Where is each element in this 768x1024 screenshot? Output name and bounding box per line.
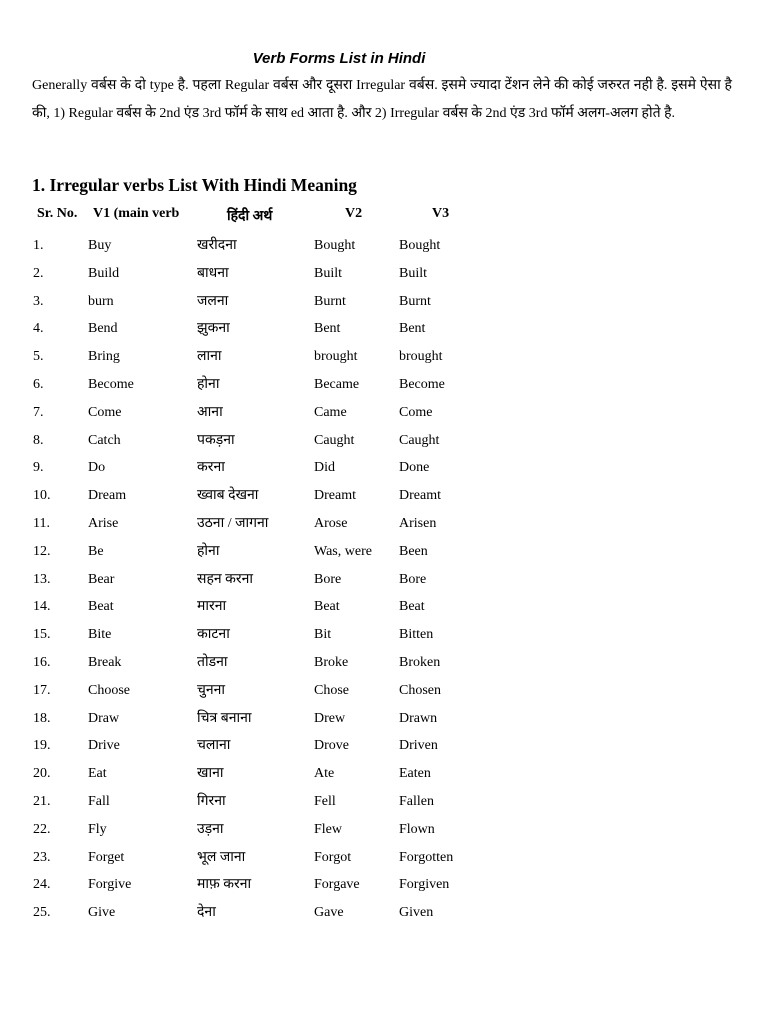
- column-header-v2: V2: [345, 206, 363, 221]
- table-row: [0, 649, 768, 677]
- table-row: [0, 621, 768, 649]
- row-v1: Fall: [88, 793, 110, 809]
- row-v2: Came: [314, 404, 347, 420]
- row-hindi-meaning: उड़ना: [197, 821, 224, 837]
- table-row: [0, 677, 768, 705]
- row-v2: Forgave: [314, 877, 360, 893]
- row-v1: Drive: [88, 738, 120, 754]
- row-sr-no: 24.: [33, 877, 51, 893]
- row-v3: Burnt: [399, 293, 431, 309]
- row-v3: Beat: [399, 599, 425, 615]
- row-v2: Bore: [314, 571, 342, 587]
- row-v2: Was, were: [314, 543, 372, 559]
- row-v2: Fell: [314, 793, 336, 809]
- row-v3: brought: [399, 349, 443, 365]
- row-v3: Given: [399, 905, 434, 921]
- row-hindi-meaning: मारना: [197, 599, 227, 615]
- row-v2: Gave: [314, 905, 344, 921]
- table-row: [0, 343, 768, 371]
- row-sr-no: 1.: [33, 238, 44, 253]
- row-v3: Been: [399, 543, 428, 559]
- row-v3: Bent: [399, 321, 426, 337]
- row-hindi-meaning: भूल जाना: [197, 849, 246, 865]
- row-hindi-meaning: बाधना: [197, 265, 229, 281]
- row-v1: Come: [88, 404, 122, 420]
- row-v3: Built: [399, 265, 428, 281]
- row-v1: Give: [88, 905, 116, 921]
- row-v2: Did: [314, 460, 335, 476]
- row-v2: Ate: [314, 766, 335, 782]
- row-v2: Dreamt: [314, 488, 356, 504]
- row-hindi-meaning: देना: [197, 905, 216, 921]
- column-header-v1: V1 (main verb: [93, 206, 180, 221]
- row-v3: Chosen: [399, 682, 441, 698]
- row-sr-no: 14.: [33, 599, 51, 615]
- table-row: [0, 566, 768, 594]
- row-v3: Caught: [399, 432, 440, 448]
- row-v1: Bear: [88, 571, 115, 587]
- table-row: [0, 788, 768, 816]
- table-row: [0, 844, 768, 872]
- row-v1: Buy: [88, 238, 112, 253]
- row-hindi-meaning: खरीदना: [197, 238, 237, 253]
- row-v2: Drove: [314, 738, 349, 754]
- row-sr-no: 6.: [33, 376, 44, 392]
- table-row: [0, 260, 768, 288]
- row-sr-no: 10.: [33, 488, 51, 504]
- row-v1: Forgive: [88, 877, 132, 893]
- row-sr-no: 4.: [33, 321, 44, 337]
- row-hindi-meaning: खाना: [197, 766, 224, 782]
- row-hindi-meaning: चित्र बनाना: [197, 710, 252, 726]
- row-hindi-meaning: चलाना: [197, 738, 231, 754]
- table-row: [0, 315, 768, 343]
- row-v1: Do: [88, 460, 106, 476]
- row-hindi-meaning: झुकना: [197, 321, 230, 337]
- page-title: Verb Forms List in Hindi: [252, 50, 426, 67]
- row-sr-no: 17.: [33, 682, 51, 698]
- verb-table-body: [0, 232, 768, 927]
- row-v3: Flown: [399, 821, 435, 837]
- row-sr-no: 15.: [33, 627, 51, 643]
- row-v1: Dream: [88, 488, 127, 504]
- row-hindi-meaning: ख्वाब देखना: [197, 488, 259, 504]
- row-hindi-meaning: जलना: [197, 293, 229, 309]
- row-v1: Eat: [88, 766, 107, 782]
- column-header-hindi: हिंदी अर्थ: [227, 209, 273, 224]
- row-v2: Flew: [314, 821, 342, 837]
- row-v2: Drew: [314, 710, 346, 726]
- row-v1: Fly: [88, 821, 107, 837]
- row-hindi-meaning: चुनना: [197, 682, 226, 698]
- table-row: [0, 899, 768, 927]
- row-hindi-meaning: पकड़ना: [197, 432, 235, 448]
- column-header-v3: V3: [432, 206, 450, 221]
- row-v1: burn: [88, 293, 114, 309]
- row-v3: Bought: [399, 238, 441, 253]
- row-v3: Broken: [399, 654, 441, 670]
- row-hindi-meaning: होना: [197, 543, 220, 559]
- table-row: [0, 427, 768, 455]
- row-v3: Dreamt: [399, 488, 441, 504]
- row-sr-no: 12.: [33, 543, 51, 559]
- row-v1: Draw: [88, 710, 120, 726]
- intro-paragraph: Generally वर्बस के दो type है. पहला Regular वर्बस और दूसरा Irregular वर्बस. इसमे ज्यादा टेंशन लेने की कोई जरुरत नही है. इसमे ऐसा है की, 1) Regular वर्बस के 2nd एंड 3rd फॉर्म के साथ ed आता है. और 2) Irregular वर्बस के 2nd एंड 3rd फॉर्म अलग-अलग होते है.: [32, 78, 732, 121]
- row-v2: Bit: [314, 627, 332, 643]
- row-v3: Forgiven: [399, 877, 450, 893]
- row-sr-no: 7.: [33, 404, 44, 420]
- row-sr-no: 25.: [33, 905, 51, 921]
- table-row: [0, 371, 768, 399]
- table-row: [0, 288, 768, 316]
- row-v1: Choose: [88, 682, 130, 698]
- row-v3: Driven: [399, 738, 438, 754]
- row-sr-no: 23.: [33, 849, 51, 865]
- row-v2: Chose: [314, 682, 349, 698]
- row-sr-no: 18.: [33, 710, 51, 726]
- table-row: [0, 454, 768, 482]
- row-v1: Bring: [88, 349, 120, 365]
- row-sr-no: 3.: [33, 293, 44, 309]
- row-v1: Break: [88, 654, 122, 670]
- row-sr-no: 2.: [33, 265, 44, 281]
- row-sr-no: 16.: [33, 654, 51, 670]
- row-v1: Bite: [88, 627, 112, 643]
- row-v1: Build: [88, 265, 120, 281]
- row-v1: Forget: [88, 849, 125, 865]
- row-hindi-meaning: लाना: [197, 349, 222, 365]
- row-v1: Be: [88, 543, 104, 559]
- row-hindi-meaning: सहन करना: [197, 571, 254, 587]
- row-v2: Became: [314, 376, 360, 392]
- table-row: [0, 399, 768, 427]
- table-row: [0, 538, 768, 566]
- row-v2: Bent: [314, 321, 341, 337]
- row-sr-no: 19.: [33, 738, 51, 754]
- row-v3: Fallen: [399, 793, 434, 809]
- row-v2: Bought: [314, 238, 356, 253]
- row-v3: Drawn: [399, 710, 438, 726]
- row-v3: Arisen: [399, 515, 437, 531]
- row-sr-no: 13.: [33, 571, 51, 587]
- column-header-sr-no: Sr. No.: [37, 206, 78, 221]
- row-v1: Become: [88, 376, 134, 392]
- row-v2: Caught: [314, 432, 355, 448]
- row-hindi-meaning: होना: [197, 376, 220, 392]
- table-header: [0, 206, 768, 230]
- row-sr-no: 21.: [33, 793, 51, 809]
- table-row: [0, 816, 768, 844]
- row-sr-no: 11.: [33, 515, 50, 531]
- row-hindi-meaning: काटना: [197, 627, 230, 643]
- row-v2: Forgot: [314, 849, 352, 865]
- table-row: [0, 510, 768, 538]
- row-hindi-meaning: आना: [197, 404, 223, 420]
- table-row: [0, 760, 768, 788]
- row-v3: Become: [399, 376, 445, 392]
- row-hindi-meaning: करना: [197, 460, 225, 476]
- row-v3: Forgotten: [399, 849, 454, 865]
- section-heading: 1. Irregular verbs List With Hindi Meaning: [32, 175, 357, 195]
- row-v2: Broke: [314, 654, 349, 670]
- row-v2: Built: [314, 265, 343, 281]
- table-row: [0, 705, 768, 733]
- row-v3: Come: [399, 404, 433, 420]
- row-v3: Bore: [399, 571, 427, 587]
- row-v2: Arose: [314, 515, 348, 531]
- row-v3: Eaten: [399, 766, 431, 782]
- row-v3: Bitten: [399, 627, 434, 643]
- row-v1: Catch: [88, 432, 121, 448]
- table-row: [0, 871, 768, 899]
- table-row: [0, 593, 768, 621]
- row-sr-no: 9.: [33, 460, 44, 476]
- row-hindi-meaning: उठना / जागना: [197, 515, 269, 531]
- row-v3: Done: [399, 460, 430, 476]
- row-hindi-meaning: तोडना: [197, 654, 228, 670]
- row-v1: Beat: [88, 599, 114, 615]
- row-v1: Arise: [88, 515, 119, 531]
- row-hindi-meaning: गिरना: [197, 793, 226, 809]
- row-v1: Bend: [88, 321, 118, 337]
- row-v2: brought: [314, 349, 358, 365]
- table-row: [0, 482, 768, 510]
- row-hindi-meaning: माफ़ करना: [197, 877, 252, 893]
- row-sr-no: 8.: [33, 432, 44, 448]
- table-row: [0, 732, 768, 760]
- row-sr-no: 22.: [33, 821, 51, 837]
- row-sr-no: 20.: [33, 766, 51, 782]
- table-row: [0, 232, 768, 260]
- row-v2: Beat: [314, 599, 340, 615]
- row-v2: Burnt: [314, 293, 346, 309]
- row-sr-no: 5.: [33, 349, 44, 365]
